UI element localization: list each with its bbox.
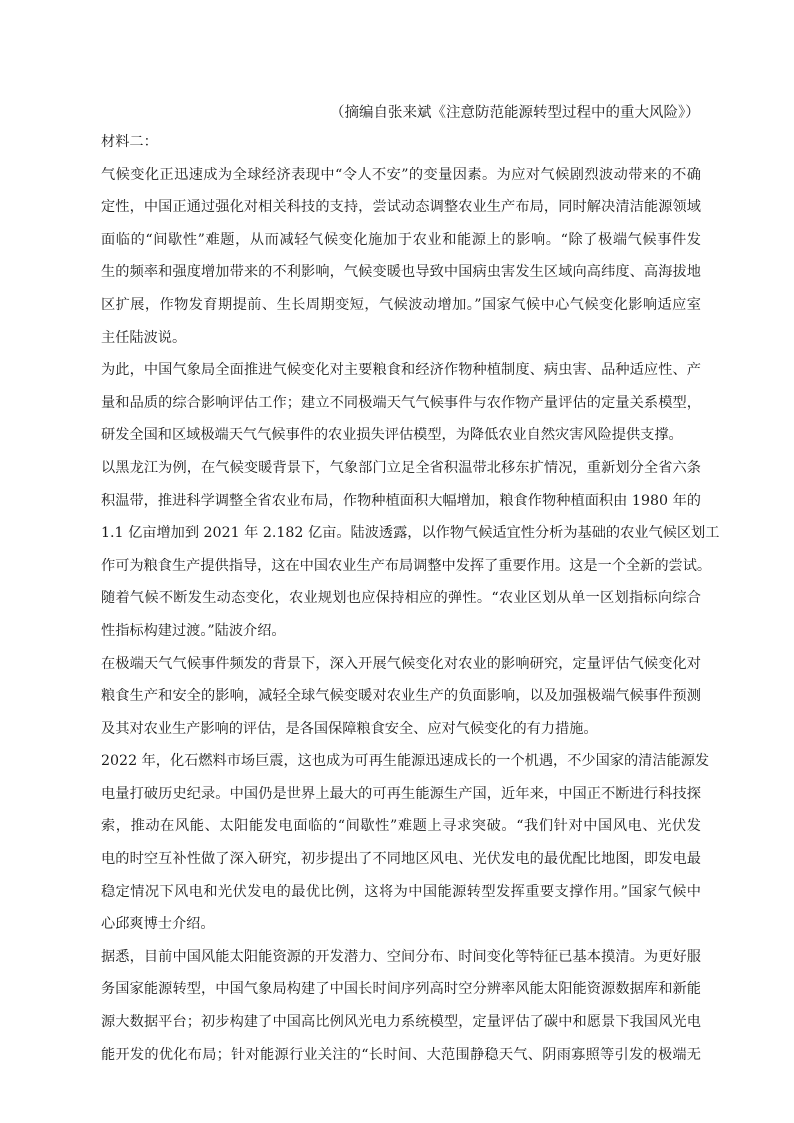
text-line: 主任陆波说。	[101, 329, 187, 346]
text-line: 粮食生产和安全的影响，减轻全球气候变暖对农业生产的负面影响，以及加强极端气候事件预测	[101, 688, 701, 705]
article-body	[101, 126, 720, 1071]
text-line: 定性，中国正通过强化对相关科技的支持，尝试动态调整农业生产布局，同时解决清洁能源领域	[101, 199, 701, 216]
text-line: 电量打破历史纪录。中国仍是世界上最大的可再生能源生产国，近年来，中国正不断进行科技探	[101, 785, 701, 802]
text-line: 电的时空互补性做了深入研究，初步提出了不同地区风电、光伏发电的最优配比地图，即发电最	[101, 851, 701, 868]
text-line: 以黑龙江为例，在气候变暖背景下，气象部门立足全省积温带北移东扩情况，重新划分全省六条	[101, 459, 701, 476]
section-heading: 材料二：	[101, 134, 158, 150]
text-line: 研发全国和区域极端天气气候事件的农业损失评估模型，为降低农业自然灾害风险提供支撑。	[101, 427, 683, 444]
text-line: 源大数据平台；初步构建了中国高比例风光电力系统模型，定量评估了碳中和愿景下我国风光电	[101, 1014, 701, 1031]
text-line: 索，推动在风能、太阳能发电面临的“间歇性”难题上寻求突破。“我们针对中国风电、光伏发	[101, 818, 701, 835]
text-line: 性指标构建过渡。”陆波介绍。	[101, 622, 286, 639]
text-line: 据悉，目前中国风能太阳能资源的开发潜力、空间分布、时间变化等特征已基本摸清。为更好服	[101, 948, 701, 965]
text-line: 及其对农业生产影响的评估，是各国保障粮食安全、应对气候变化的有力措施。	[101, 720, 598, 737]
text-line: 稳定情况下风电和光伏发电的最优比例，这将为中国能源转型发挥重要支撑作用。”国家气候中	[101, 883, 701, 900]
source-citation: （摘编自张来斌《注意防范能源转型过程中的重大风险》）	[330, 105, 700, 121]
text-line: 量和品质的综合影响评估工作；建立不同极端天气气候事件与农作物产量评估的定量关系模型，	[101, 394, 701, 411]
text-line: 在极端天气气候事件频发的背景下，深入开展气候变化对农业的影响研究，定量评估气候变化对	[101, 655, 701, 672]
text-line: 作可为粮食生产提供指导，这在中国农业生产布局调整中发挥了重要作用。这是一个全新的尝试。	[101, 557, 712, 574]
text-line: 2022 年，化石燃料市场巨震，这也成为可再生能源迅速成长的一个机遇，不少国家的清洁能源发	[101, 753, 710, 770]
text-line: 务国家能源转型，中国气象局构建了中国长时间序列高时空分辨率风能太阳能资源数据库和新能	[101, 981, 701, 998]
text-line: 积温带，推进科学调整全省农业布局，作物种植面积大幅增加，粮食作物种植面积由 1980 年的	[101, 492, 701, 509]
text-line: 能开发的优化布局；针对能源行业关注的“长时间、大范围静稳天气、阴雨寡照等引发的极端无	[101, 1046, 701, 1063]
text-line: 生的频率和强度增加带来的不利影响，气候变暖也导致中国病虫害发生区域向高纬度、高海拔地	[101, 264, 701, 281]
text-line: 1.1 亿亩增加到 2021 年 2.182 亿亩。陆波透露，以作物气候适宜性分析为基础的农业气候区划工	[101, 525, 720, 542]
text-line: 心邱爽博士介绍。	[101, 916, 215, 933]
text-line: 为此，中国气象局全面推进气候变化对主要粮食和经济作物种植制度、病虫害、品种适应性、产	[101, 362, 701, 379]
text-line: 随着气候不断发生动态变化，农业规划也应保持相应的弹性。“农业区划从单一区划指标向综合	[101, 590, 701, 607]
text-line: 气候变化正迅速成为全球经济表现中“令人不安”的变量因素。为应对气候剧烈波动带来的不确	[101, 166, 701, 183]
text-line: 区扩展，作物发育期提前、生长周期变短，气候波动增加。”国家气候中心气候变化影响适应室	[101, 296, 701, 313]
text-line: 面临的“间歇性”难题，从而减轻气候变化施加于农业和能源上的影响。“除了极端气候事件发	[101, 231, 701, 248]
